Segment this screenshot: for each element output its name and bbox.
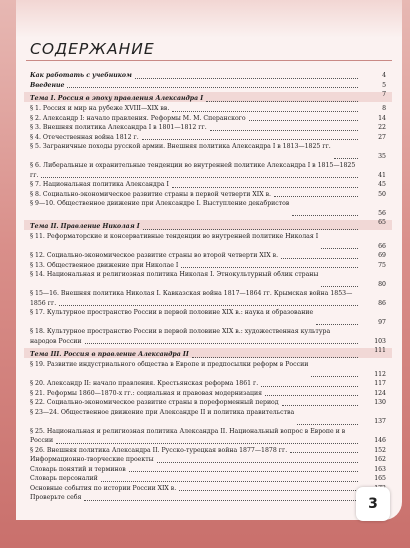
toc-page-number: 69 bbox=[378, 252, 386, 259]
toc-entry-title: Как работать с учебником bbox=[30, 72, 132, 79]
toc-entry[interactable] bbox=[30, 360, 386, 379]
toc-page-number: 56 bbox=[378, 209, 386, 217]
toc-entry-title: § 18. Культурное пространство России в первой половине XIX в.: художественная культура народов России bbox=[30, 328, 331, 345]
page-title: СОДЕРЖАНИЕ bbox=[30, 40, 155, 58]
page-number: 3 bbox=[356, 487, 390, 521]
toc-entry-title: Информационно-творческие проекты bbox=[30, 456, 154, 463]
toc-entry-title: § 7. Национальная политика Александра I bbox=[30, 181, 169, 188]
toc-entry[interactable] bbox=[30, 270, 386, 289]
toc-entry[interactable] bbox=[30, 398, 386, 408]
toc-entry[interactable] bbox=[30, 71, 386, 81]
dot-leader bbox=[142, 138, 358, 140]
dot-leader bbox=[157, 461, 358, 463]
toc-page-number: 152 bbox=[374, 446, 386, 454]
dot-leader bbox=[67, 86, 358, 88]
toc-entry[interactable] bbox=[30, 446, 386, 456]
toc-entry-title: Словарь персоналий bbox=[30, 475, 98, 482]
toc-entry[interactable] bbox=[30, 161, 386, 180]
toc-entry[interactable] bbox=[30, 474, 386, 484]
dot-leader bbox=[143, 228, 358, 230]
toc-entry-title: § 2. Александр I: начало правления. Реформы М. М. Сперанского bbox=[30, 114, 246, 122]
dot-leader bbox=[297, 423, 358, 425]
contents-panel bbox=[16, 38, 402, 520]
toc-entry-title: Тема I. Россия в эпоху правления Александра I bbox=[30, 95, 204, 102]
toc-page-number: 66 bbox=[378, 242, 386, 250]
dot-leader bbox=[290, 451, 358, 453]
toc-page-number: 22 bbox=[378, 124, 386, 131]
toc-entry[interactable] bbox=[30, 114, 386, 124]
toc-entry-title: § 17. Культурное пространство России в первой половине XIX в.: наука и образование bbox=[30, 309, 314, 316]
toc-entry[interactable] bbox=[30, 427, 386, 446]
dot-leader bbox=[282, 404, 358, 406]
toc-section-heading[interactable] bbox=[30, 346, 386, 360]
toc-entry-title: § 19. Развитие индустриального общества в Европе и предпосылки реформ в России bbox=[30, 361, 309, 368]
toc-page-number: 97 bbox=[378, 318, 386, 326]
toc-page-number: 112 bbox=[374, 370, 386, 378]
toc-entry-title: Словарь понятий и терминов bbox=[30, 465, 126, 473]
dot-leader bbox=[59, 304, 358, 306]
toc-page-number: 146 bbox=[374, 437, 386, 444]
dot-leader bbox=[101, 480, 358, 482]
dot-leader bbox=[334, 157, 358, 159]
toc-entry[interactable] bbox=[30, 142, 386, 161]
toc-entry-title: Тема II. Правление Николая I bbox=[30, 223, 140, 230]
dot-leader bbox=[135, 77, 358, 79]
toc-entry[interactable] bbox=[30, 484, 386, 494]
dot-leader bbox=[210, 129, 358, 131]
toc-entry-title: § 1. Россия и мир на рубеже XVIII—XIX вв. bbox=[30, 105, 170, 112]
toc-entry[interactable] bbox=[30, 133, 386, 143]
toc-entry-title: § 21. Реформы 1860—1870-х гг.: социальная и правовая модернизация bbox=[30, 389, 263, 397]
toc-page-number: 4 bbox=[382, 72, 386, 79]
table-of-contents bbox=[30, 71, 386, 503]
toc-entry-title: § 22. Социально-экономическое развитие страны в пореформенный период bbox=[30, 399, 279, 406]
dot-leader bbox=[261, 385, 358, 387]
dot-leader bbox=[316, 323, 358, 325]
dot-leader bbox=[172, 110, 358, 112]
toc-entry[interactable] bbox=[30, 81, 386, 91]
toc-entry[interactable] bbox=[30, 104, 386, 114]
toc-entry-title: Основные события по истории России XIX в. bbox=[30, 484, 177, 492]
toc-page-number: 86 bbox=[378, 299, 386, 307]
dot-leader bbox=[292, 214, 358, 216]
toc-entry[interactable] bbox=[30, 408, 386, 427]
toc-entry-title: § 13. Общественное движение при Николае I bbox=[30, 261, 179, 269]
dot-leader bbox=[85, 342, 358, 344]
toc-page-number: 75 bbox=[378, 261, 386, 269]
toc-entry[interactable] bbox=[30, 180, 386, 190]
dot-leader bbox=[84, 499, 358, 501]
toc-page-number: 41 bbox=[378, 171, 386, 179]
toc-page-number: 165 bbox=[374, 475, 386, 482]
toc-page-number: 45 bbox=[378, 181, 386, 188]
toc-entry[interactable] bbox=[30, 261, 386, 271]
dot-leader bbox=[321, 247, 358, 249]
toc-page-number: 65 bbox=[378, 219, 386, 226]
dot-leader bbox=[129, 470, 358, 472]
toc-entry[interactable] bbox=[30, 251, 386, 261]
dot-leader bbox=[192, 356, 358, 358]
toc-entry-title: § 15—16. Внешняя политика Николая I. Кавказская война 1817—1864 гг. Крымская война 1853—1856 гг. bbox=[30, 290, 353, 307]
toc-page-number: 111 bbox=[374, 347, 386, 354]
toc-entry-title: § 20. Александр II: начало правления. Крестьянская реформа 1861 г. bbox=[30, 380, 259, 387]
toc-entry[interactable] bbox=[30, 123, 386, 133]
dot-leader bbox=[274, 195, 358, 197]
toc-entry-title: § 26. Внешняя политика Александра II. Русско-турецкая война 1877—1878 гг. bbox=[30, 446, 288, 454]
dot-leader bbox=[249, 119, 358, 121]
dot-leader bbox=[281, 257, 358, 259]
toc-entry[interactable] bbox=[30, 232, 386, 251]
toc-entry-title: Тема III. Россия в правление Александра II bbox=[30, 351, 189, 358]
top-bar bbox=[16, 0, 402, 38]
toc-entry[interactable] bbox=[30, 493, 386, 503]
toc-entry-title: § 8. Социально-экономическое развитие страны в первой четверти XIX в. bbox=[30, 190, 272, 198]
toc-section-heading[interactable] bbox=[30, 90, 386, 104]
toc-entry-title: § 4. Отечественная война 1812 г. bbox=[30, 133, 139, 141]
dot-leader bbox=[321, 285, 358, 287]
dot-leader bbox=[179, 489, 358, 491]
toc-entry-title: Проверьте себя bbox=[30, 494, 82, 501]
toc-page-number: 27 bbox=[378, 133, 386, 141]
toc-section-heading[interactable] bbox=[30, 218, 386, 232]
toc-entry[interactable] bbox=[30, 327, 386, 346]
toc-page-number: 8 bbox=[382, 105, 386, 112]
toc-page-number: 163 bbox=[374, 465, 386, 473]
dot-leader bbox=[41, 176, 358, 178]
toc-page-number: 5 bbox=[382, 81, 386, 89]
toc-entry-title: § 23—24. Общественное движение при Александре II и политика правительства bbox=[30, 408, 295, 416]
dot-leader bbox=[265, 394, 358, 396]
toc-page-number: 14 bbox=[378, 114, 386, 122]
toc-entry[interactable] bbox=[30, 379, 386, 389]
toc-entry[interactable] bbox=[30, 190, 386, 200]
toc-page-number: 7 bbox=[382, 91, 386, 98]
toc-page-number: 35 bbox=[378, 152, 386, 160]
toc-entry-title: § 9—10. Общественное движение при Александре I. Выступление декабристов bbox=[30, 200, 290, 207]
title-divider bbox=[26, 60, 392, 61]
toc-entry-title: § 14. Национальная и религиозная политика Николая I. Этнокультурный облик страны bbox=[30, 271, 319, 278]
toc-entry[interactable] bbox=[30, 308, 386, 327]
toc-entry-title: § 5. Заграничные походы русской армии. Внешняя политика Александра I в 1813—1825 гг. bbox=[30, 143, 331, 150]
toc-page-number: 103 bbox=[374, 337, 386, 345]
toc-entry[interactable] bbox=[30, 465, 386, 475]
toc-entry[interactable] bbox=[30, 199, 386, 218]
toc-entry-title: § 12. Социально-экономическое развитие страны во второй четверти XIX в. bbox=[30, 252, 279, 259]
toc-entry[interactable] bbox=[30, 455, 386, 465]
dot-leader bbox=[206, 100, 358, 102]
toc-page-number: 137 bbox=[374, 418, 386, 425]
toc-entry-title: § 25. Национальная и религиозная политика Александра II. Национальный вопрос в Европе и в России bbox=[30, 427, 346, 444]
toc-page-number: 124 bbox=[374, 389, 386, 397]
toc-entry-title: § 6. Либеральные и охранительные тенденции во внутренней политике Александра I в 1815—1825 гг. bbox=[30, 162, 356, 179]
dot-leader bbox=[172, 186, 358, 188]
toc-page-number: 50 bbox=[378, 190, 386, 198]
toc-entry[interactable] bbox=[30, 289, 386, 308]
toc-page-number: 80 bbox=[378, 280, 386, 288]
dot-leader bbox=[56, 442, 358, 444]
dot-leader bbox=[311, 375, 358, 377]
toc-entry-title: Введение bbox=[30, 81, 65, 89]
toc-page-number: 130 bbox=[374, 399, 386, 406]
toc-entry[interactable] bbox=[30, 389, 386, 399]
toc-entry-title: § 11. Реформаторские и консервативные тенденции во внутренней политике Николая I bbox=[30, 233, 319, 240]
dot-leader bbox=[181, 266, 358, 268]
toc-page-number: 117 bbox=[374, 380, 386, 387]
toc-entry-title: § 3. Внешняя политика Александра I в 1801—1812 гг. bbox=[30, 124, 207, 131]
toc-page-number: 162 bbox=[374, 456, 386, 463]
